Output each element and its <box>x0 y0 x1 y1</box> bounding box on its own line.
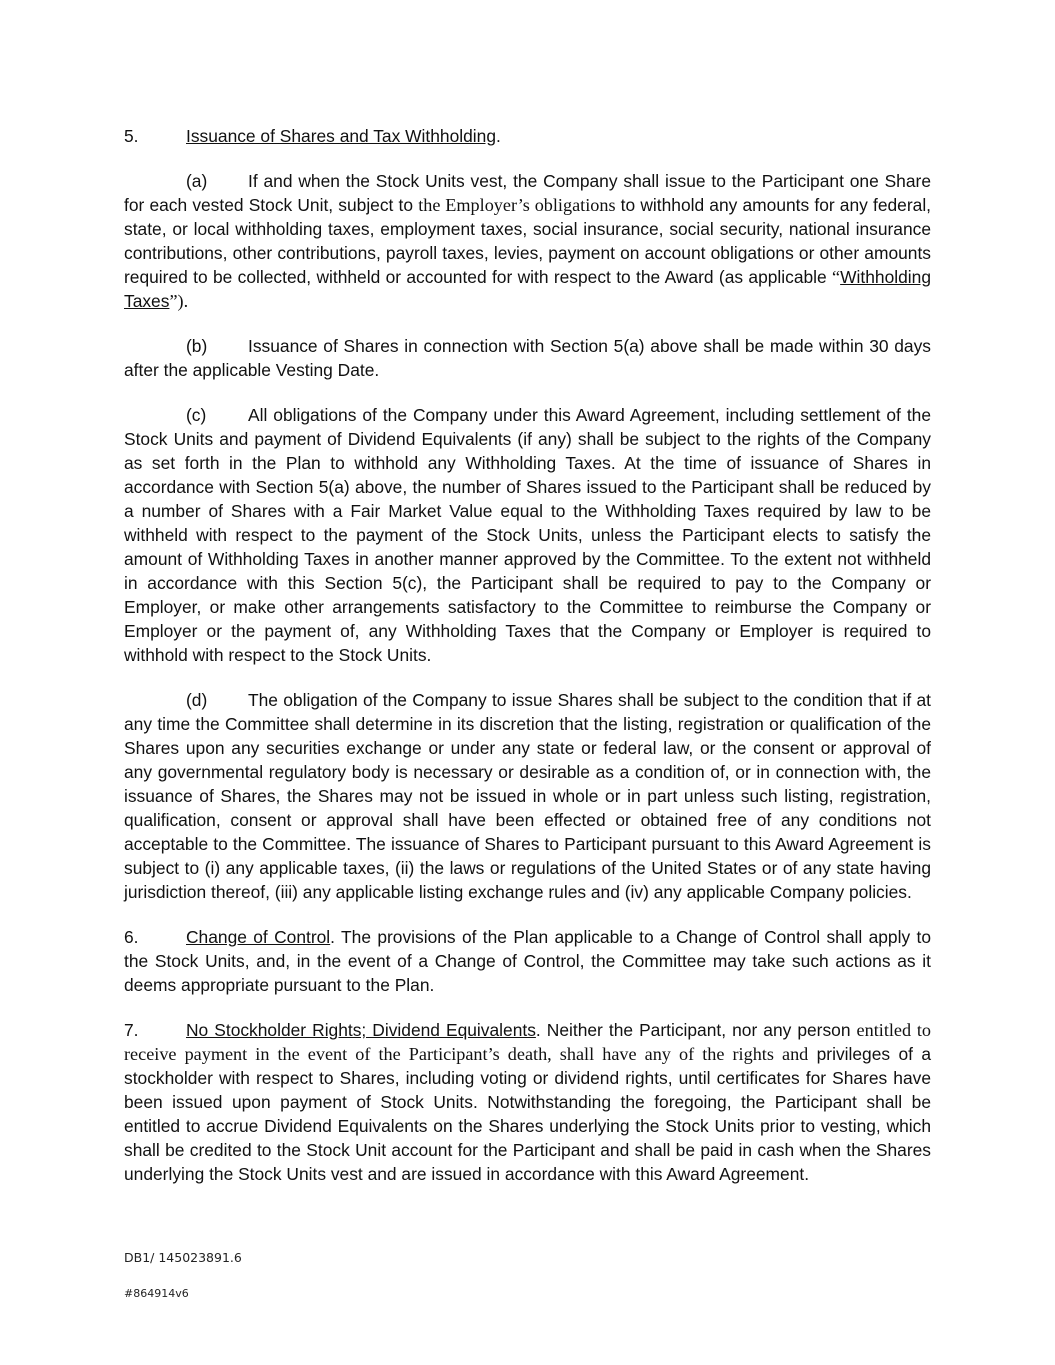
paragraph-5c <box>124 403 931 667</box>
paragraph-5d <box>124 688 931 904</box>
paragraph-text-serif: the Employer’s obligations <box>418 195 616 215</box>
subsection-label: (b) <box>186 336 208 356</box>
paragraph-text: privileges of a stockholder with respect to Shares, including voting or dividend rights, until certificates for Shares have been issued upon payment of Stock Units. Notwithstanding the foregoing, the Participant shall be entitled to accrue Dividend Equivalents on the Shares underlying the Stock Units prior to vesting, which shall be credited to the Stock Unit account for the Participant and shall be paid in cash when the Shares underlying the Stock Units vest and are issued in accordance with this Award Agreement. <box>124 1044 931 1184</box>
quote-close: ”). <box>169 291 189 311</box>
subsection-label: (c) <box>186 405 207 425</box>
section-number: 5. <box>124 126 139 146</box>
section-number: 7. <box>124 1020 139 1040</box>
subsection-label: (a) <box>186 171 208 191</box>
section-5-heading <box>124 124 931 148</box>
section-title: Issuance of Shares and Tax Withholding <box>186 126 496 146</box>
paragraph-text: Issuance of Shares in connection with Section 5(a) above shall be made within 30 days after the applicable Vesting Date. <box>124 336 931 380</box>
section-7 <box>124 1018 931 1186</box>
paragraph-text: . The provisions of the Plan applicable to a Change of Control shall apply to the Stock Units, and, in the event of a Change of Control, the Committee may take such actions as it deems appropriate pursuant to the Plan. <box>124 927 931 995</box>
subsection-label: (d) <box>186 690 208 710</box>
document-page <box>124 124 931 1186</box>
paragraph-text: If and when the Stock Units vest, the Company shall issue to the Participant one Share for each vested Stock Unit, subject to <box>124 171 931 215</box>
version-number: #864914v6 <box>124 1287 189 1300</box>
paragraph-text: The obligation of the Company to issue Shares shall be subject to the condition that if at any time the Committee shall determine in its discretion that the listing, registration or qualification of the Shares upon any securities exchange or under any state or federal law, or the consent or approval of any governmental regulatory body is necessary or desirable as a condition of, or in connection with, the issuance of Shares, the Shares may not be issued in whole or in part unless such listing, registration, qualification, consent or approval shall have been effected or obtained free of any conditions not acceptable to the Committee. The issuance of Shares to Participant pursuant to this Award Agreement is subject to (i) any applicable taxes, (ii) the laws or regulations of the United States or of any state having jurisdiction thereof, (iii) any applicable listing exchange rules and (iv) any applicable Company policies. <box>124 690 931 902</box>
paragraph-text: All obligations of the Company under this Award Agreement, including settlement of the Stock Units and payment of Dividend Equivalents (if any) shall be subject to the rights of the Company as set forth in the Plan to withhold any Withholding Taxes. At the time of issuance of Shares in accordance with Section 5(a) above, the number of Shares issued to the Participant shall be reduced by a number of Shares with a Fair Market Value equal to the Withholding Taxes required by law to be withheld with respect to the payment of the Stock Units, unless the Participant elects to satisfy the amount of Withholding Taxes in another manner approved by the Committee. To the extent not withheld in accordance with this Section 5(c), the Participant shall be required to pay to the Company or Employer, or make other arrangements satisfactory to the Committee to reimburse the Company or Employer or the payment of, any Withholding Taxes that the Company or Employer is required to withhold with respect to the Stock Units. <box>124 405 931 665</box>
paragraph-text: . Neither the Participant, nor any person <box>535 1020 857 1040</box>
paragraph-5a <box>124 169 931 313</box>
section-title-period: . <box>496 126 501 146</box>
defined-term: Withholding Taxes <box>124 267 931 311</box>
document-id: DB1/ 145023891.6 <box>124 1250 242 1265</box>
section-title: Change of Control <box>186 927 331 947</box>
paragraph-text: to withhold any amounts for any federal, state, or local withholding taxes, employment taxes, social insurance, social security, national insurance contributions, other contributions, payroll taxes, levies, payment on account obligations or other amounts required to be collected, withheld or accounted for with respect to the Award (as applicable <box>124 195 932 287</box>
section-6 <box>124 925 931 997</box>
paragraph-5b <box>124 334 931 382</box>
section-title: No Stockholder Rights; Dividend Equivalents <box>186 1020 536 1040</box>
quote-open: “ <box>832 267 841 287</box>
section-number: 6. <box>124 927 139 947</box>
paragraph-text-serif: entitled to receive payment in the event of the Participant’s death, shall have any of the rights and <box>124 1020 931 1064</box>
